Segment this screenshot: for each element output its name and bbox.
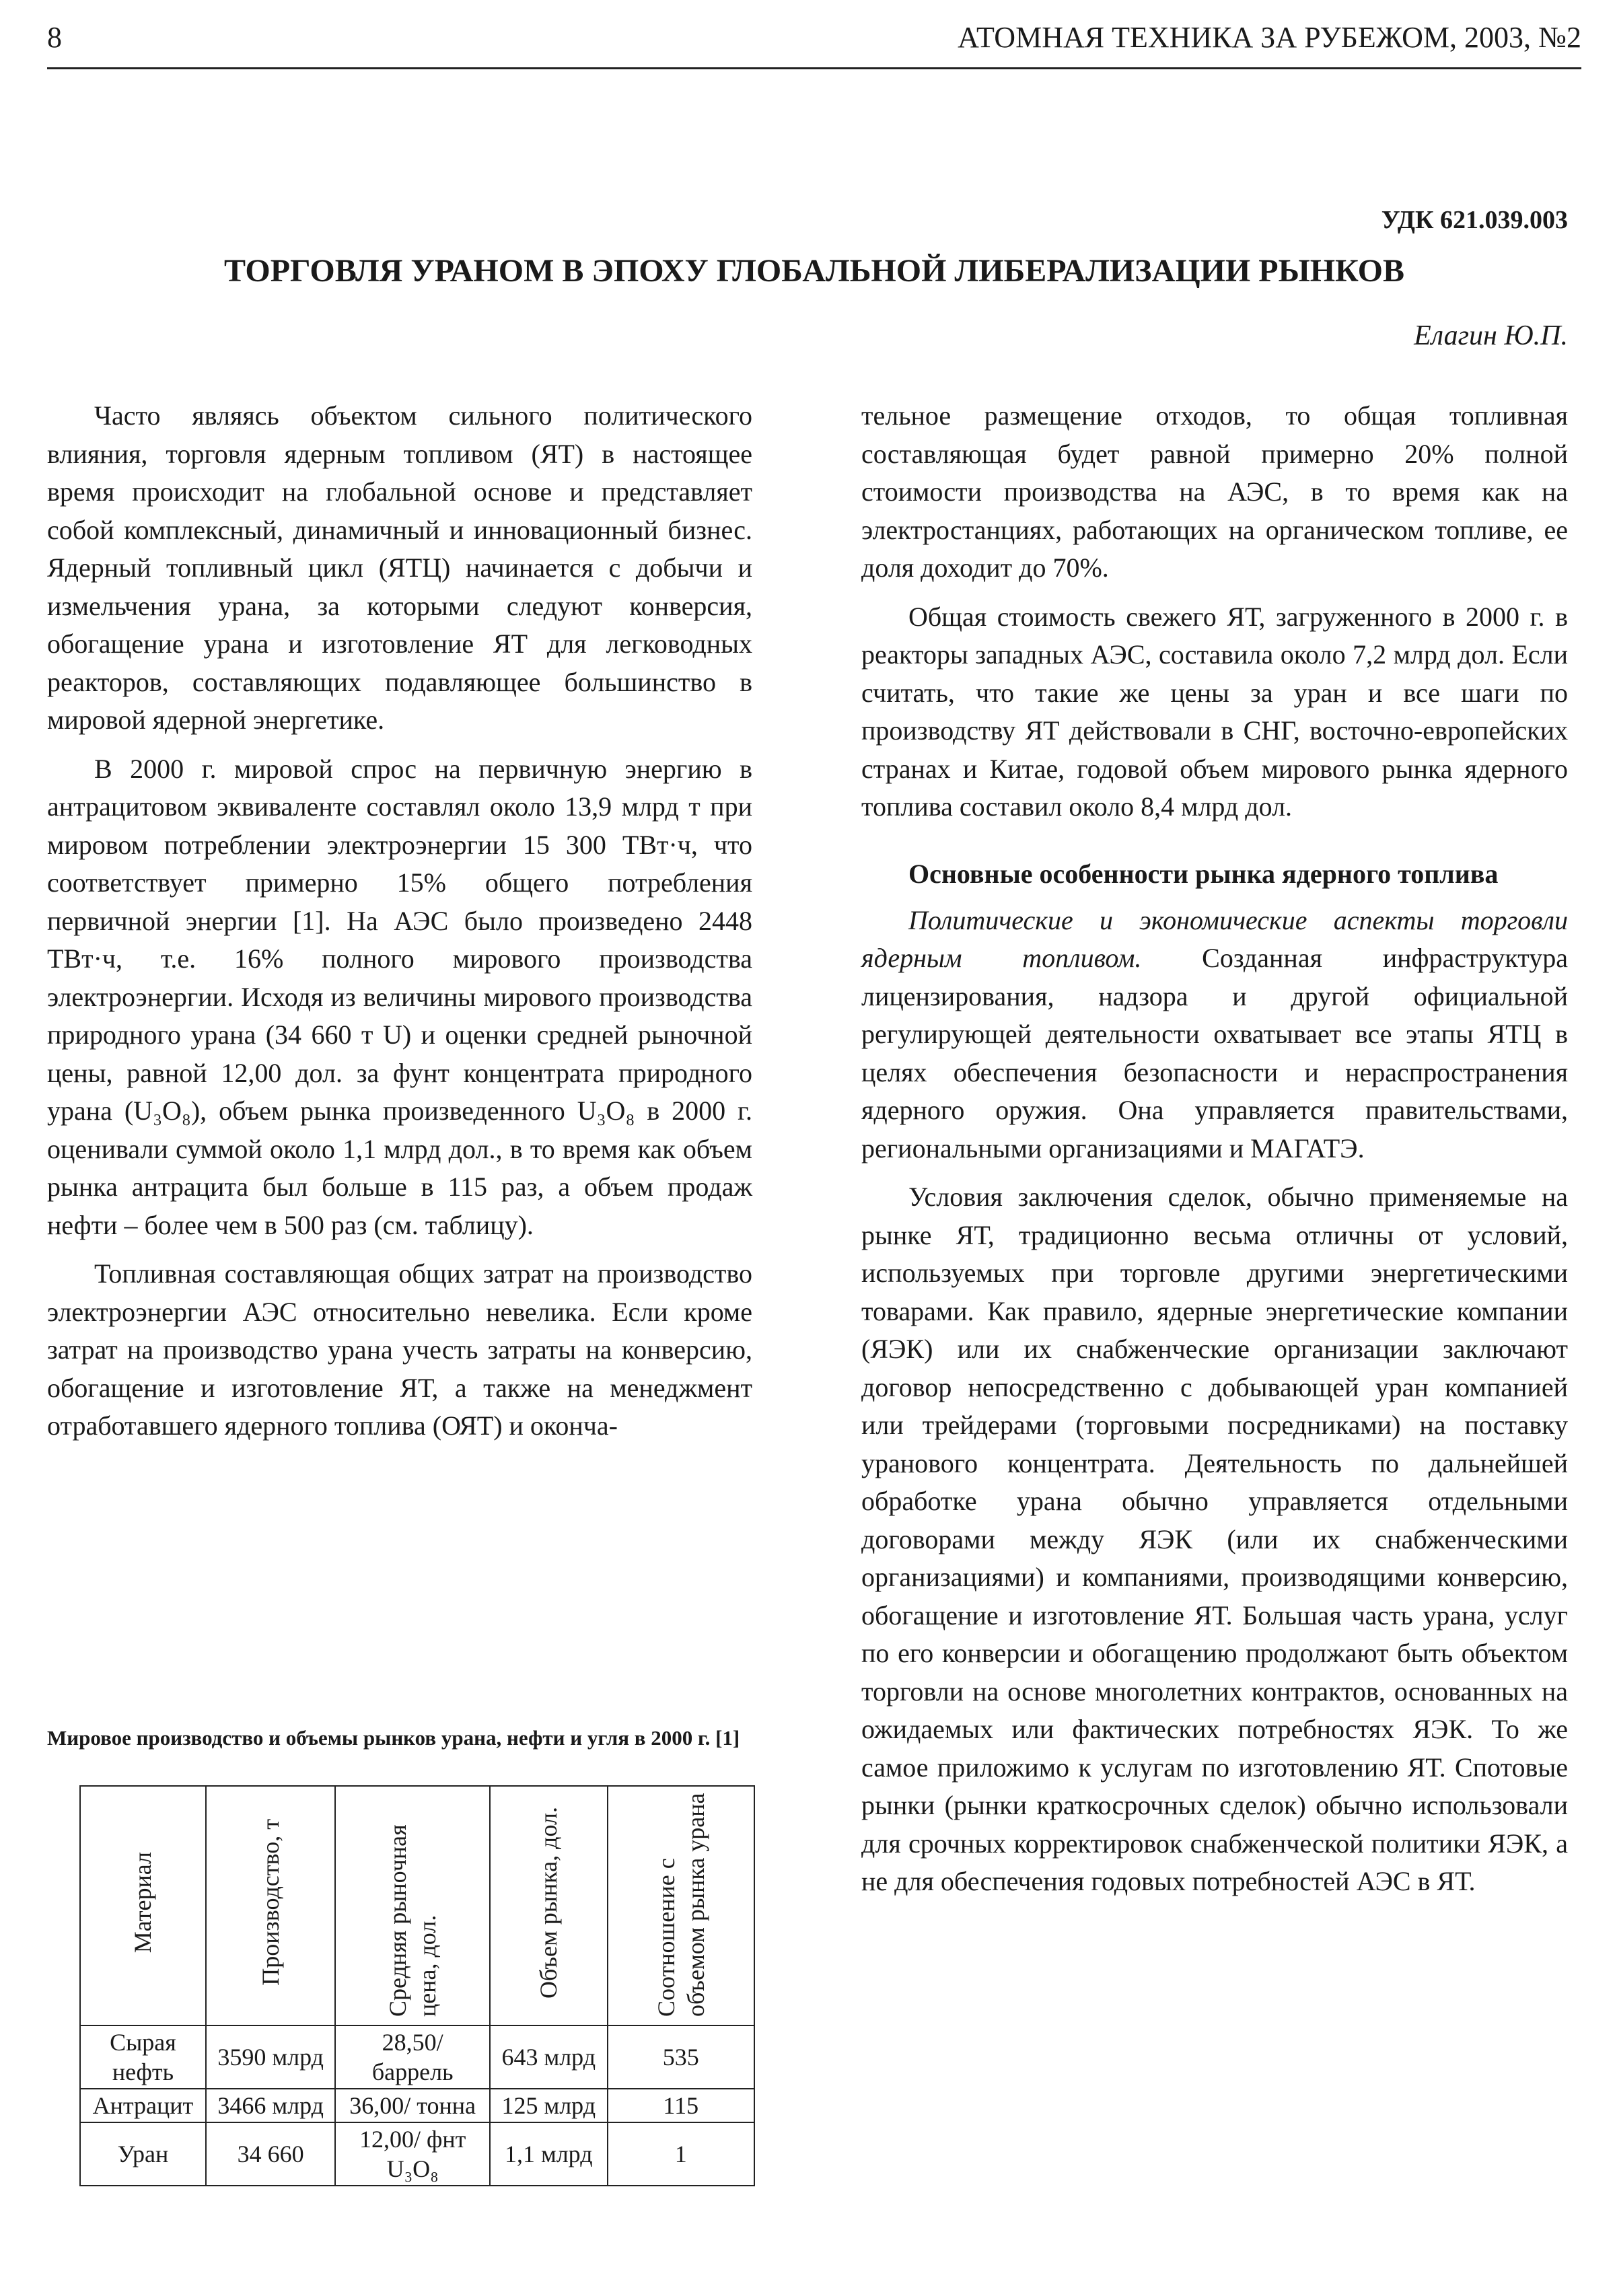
table-header-cell: Производство, т	[206, 1786, 336, 2025]
table-cell: 3466 млрд	[206, 2089, 336, 2122]
table-header-cell: Средняя рыночная цена, дол.	[335, 1786, 490, 2025]
table-cell: 12,00/ фнт U₃O₈	[335, 2122, 490, 2186]
table-cell: 115	[608, 2089, 754, 2122]
journal-title: АТОМНАЯ ТЕХНИКА ЗА РУБЕЖОМ, 2003, №2	[958, 21, 1581, 54]
table-header-cell: Материал	[80, 1786, 206, 2025]
table-cell: Антрацит	[80, 2089, 206, 2122]
page-number: 8	[47, 21, 62, 54]
right-column	[861, 397, 1568, 1901]
table-cell: 535	[608, 2025, 754, 2089]
table-row	[80, 2025, 754, 2089]
table-cell: 1	[608, 2122, 754, 2186]
data-table	[79, 1785, 755, 2186]
table-cell: 36,00/ тонна	[335, 2089, 490, 2122]
table-cell: 28,50/ баррель	[335, 2025, 490, 2089]
right-paragraph-4: Условия заключения сделок, обычно применяемые на рынке ЯТ, традиционно весьма отличны от условий, используемых при торговле другими энергетическими товарами. Как правило, ядерные энергетические компании (ЯЭК) или их снабженческие организации заключают договор непосредственно с добывающей уран компанией или трейдерами (торговыми посредниками) на поставку уранового концентрата. Деятельность по дальнейшей обработке урана обычно управляется отдельными договорами между ЯЭК (или их снабженческими организациями) и компаниями, производящими конверсию, обогащение и изготовление ЯТ. Большая часть урана, услуг по его конверсии и обогащению продолжают быть объектом торговли на основе многолетних контрактов, основанных на ожидаемых или фактических потребностях ЯЭК. То же самое приложимо к услугам по изготовлению ЯТ. Спотовые рынки (рынки краткосрочных сделок) обычно использовали для срочных корректировок снабженческой политики ЯЭК, а не для обеспечения годовых потребностей АЭС в ЯТ.	[861, 1182, 1568, 1896]
table-cell: 3590 млрд	[206, 2025, 336, 2089]
left-paragraph-1: Часто являясь объектом сильного политического влияния, торговля ядерным топливом (ЯТ) в настоящее время происходит на глобальной основе и представляет собой комплексный, динамичный и инновационный бизнес. Ядерный топливный цикл (ЯТЦ) начинается с добычи и измельчения урана, за которыми следуют конверсия, обогащение урана и изготовление ЯТ для легководных реакторов, составляющих подавляющее большинство в мировой ядерной энергетике.	[47, 400, 752, 735]
paragraph-text: Созданная инфраструктура лицензирования, надзора и другой официальной регулирующей деятельности охватывает все этапы ЯТЦ в целях обеспечения безопасности и нераспространения ядерного оружия. Она управляется правительствами, региональными организациями и МАГАТЭ.	[861, 943, 1569, 1163]
right-paragraph-3	[861, 902, 1568, 1168]
table-row	[80, 2122, 754, 2186]
udc-code: УДК 621.039.003	[1381, 206, 1568, 234]
right-paragraph-2: Общая стоимость свежего ЯТ, загруженного в 2000 г. в реакторы западных АЭС, составила около 7,2 млрд дол. Если считать, что такие же цены за уран и все шаги по производству ЯТ действовали в СНГ, восточно-европейских странах и Китае, годовой объем мирового рынка ядерного топлива составил около 8,4 млрд дол.	[861, 601, 1568, 822]
table-header-row	[80, 1786, 754, 2025]
section-heading: Основные особенности рынка ядерного топлива	[908, 858, 1499, 889]
table-header-cell: Объем рынка, дол.	[490, 1786, 608, 2025]
table-cell: 643 млрд	[490, 2025, 608, 2089]
right-paragraph-1: тельное размещение отходов, то общая топливная составляющая будет равной примерно 20% полной стоимости производства на АЭС, в то время как на электростанциях, работающих на органическом топливе, ее доля доходит до 70%.	[861, 400, 1568, 583]
left-column	[47, 397, 752, 1445]
table-row	[80, 2089, 754, 2122]
page-header	[47, 20, 1581, 69]
left-paragraph-3: Топливная составляющая общих затрат на производство электроэнергии АЭС относительно невелика. Если кроме затрат на производство урана учесть затраты на конверсию, обогащение и изготовление ЯТ, а также на менеджмент отработавшего ядерного топлива (ОЯТ) и оконча-	[47, 1258, 752, 1441]
author-name: Елагин Ю.П.	[1414, 320, 1568, 351]
italic-lead-in: Политические и экономические аспекты торговли ядерным топливом.	[861, 904, 1568, 973]
table-cell: 34 660	[206, 2122, 336, 2186]
table-header-cell: Соотношение с объемом рынка урана	[608, 1786, 754, 2025]
left-paragraph-2: В 2000 г. мировой спрос на первичную энергию в антрацитовом эквиваленте составлял около 13,9 млрд т при мировом потреблении электроэнергии 15 300 ТВт·ч, что соответствует примерно 15% общего потребления первичной энергии [1]. На АЭС было произведено 2448 ТВт·ч, т.е. 16% полного мирового производства электроэнергии. Исходя из величины мирового производства природного урана (34 660 т U) и оценки средней рыночной цены, равной 12,00 дол. за фунт концентрата природного урана (U₃O₈), объем рынка произведенного U₃O₈ в 2000 г. оценивали суммой около 1,1 млрд дол., в то время как объем рынка антрацита был больше в 115 раз, а объем продаж нефти – более чем в 500 раз (см. таблицу).	[47, 753, 752, 1240]
table-cell: 1,1 млрд	[490, 2122, 608, 2186]
table-cell: Уран	[80, 2122, 206, 2186]
article-title: ТОРГОВЛЯ УРАНОМ В ЭПОХУ ГЛОБАЛЬНОЙ ЛИБЕРАЛИЗАЦИИ РЫНКОВ	[224, 253, 1404, 289]
table-cell: 125 млрд	[490, 2089, 608, 2122]
table-caption: Мировое производство и объемы рынков урана, нефти и угля в 2000 г. [1]	[47, 1726, 740, 1750]
table-cell: Сырая нефть	[80, 2025, 206, 2089]
